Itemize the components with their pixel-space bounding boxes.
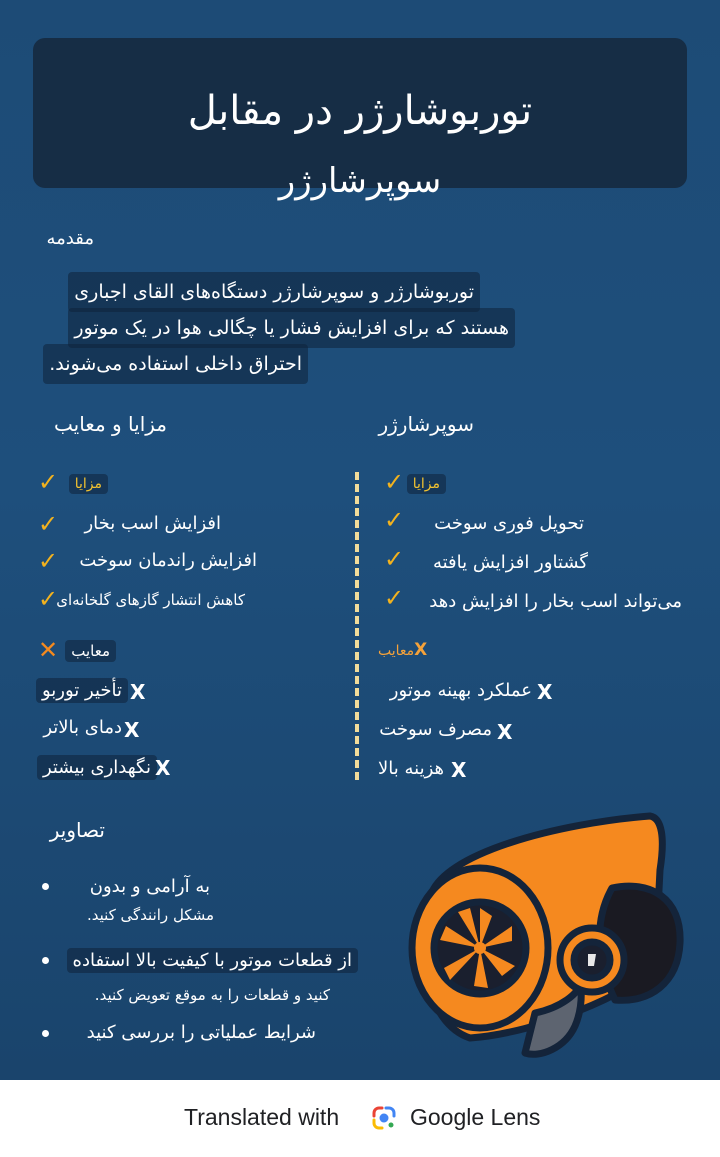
right-pro-2: گشتاور افزایش یافته <box>432 552 588 573</box>
turbocharger-illustration <box>400 808 700 1070</box>
left-pro-3: کاهش انتشار گازهای گلخانه‌ای <box>56 591 245 609</box>
google-lens-icon <box>370 1104 398 1132</box>
title-line-2: سوپرشارژر <box>278 161 442 201</box>
left-cons-label: معایب <box>65 640 116 662</box>
bullet-dot <box>42 1030 49 1037</box>
right-pros-label: مزایا <box>407 474 446 494</box>
left-con-3: نگهداری بیشتر <box>37 755 157 780</box>
right-cons-label: معایب <box>378 643 415 659</box>
intro-line-3: احتراق داخلی استفاده می‌شوند. <box>43 344 308 384</box>
images-bullet-2-line-2: کنید و قطعات را به موقع تعویض کنید. <box>94 986 330 1004</box>
right-pro-1: تحویل فوری سوخت <box>434 513 584 534</box>
right-pro-3: می‌تواند اسب بخار را افزایش دهد <box>429 591 682 612</box>
check-icon: ✓ <box>384 584 405 612</box>
bullet-dot <box>42 883 49 890</box>
intro-line-2: هستند که برای افزایش فشار یا چگالی هوا در یک موتور <box>68 308 515 348</box>
x-mark: X <box>130 680 146 704</box>
title-line-1: توربوشارژر در مقابل <box>187 88 533 134</box>
left-con-2: دمای بالاتر <box>43 717 122 738</box>
x-mark: X <box>537 680 553 704</box>
x-mark: X <box>124 718 140 742</box>
images-heading: تصاویر <box>49 818 105 842</box>
column-divider <box>355 472 359 780</box>
right-con-1: عملکرد بهینه موتور <box>389 680 532 701</box>
right-cons-label-group <box>378 640 427 660</box>
cross-icon: ✕ <box>38 636 59 664</box>
intro-heading: مقدمه <box>46 228 94 249</box>
images-bullet-3-line-1: شرایط عملیاتی را بررسی کنید <box>86 1022 316 1043</box>
right-heading: سوپرشارژر <box>378 412 474 436</box>
check-icon: ✓ <box>38 510 59 538</box>
right-cons-mark: X <box>414 640 428 660</box>
check-icon: ✓ <box>384 506 405 534</box>
images-bullet-1-line-1: به آرامی و بدون <box>89 876 210 897</box>
footer-brand: Google Lens <box>410 1104 541 1130</box>
images-bullet-2-line-1: از قطعات موتور با کیفیت بالا استفاده <box>67 948 358 973</box>
title-box <box>33 38 687 201</box>
check-icon: ✓ <box>38 547 59 575</box>
x-mark: X <box>155 756 171 780</box>
left-heading: مزایا و معایب <box>54 412 167 436</box>
intro-line-1: توربوشارژر و سوپرشارژر دستگاه‌های القای اجباری <box>68 272 480 312</box>
left-pro-1: افزایش اسب بخار <box>84 513 221 534</box>
right-con-3: هزینه بالا <box>378 758 444 779</box>
images-bullet-1-line-2: مشکل رانندگی کنید. <box>86 906 214 924</box>
right-con-2: مصرف سوخت <box>379 719 492 740</box>
x-mark: X <box>451 758 467 782</box>
check-icon: ✓ <box>38 585 59 613</box>
left-pro-2: افزایش راندمان سوخت <box>79 550 257 571</box>
left-pros-label: مزایا <box>69 474 108 494</box>
check-icon: ✓ <box>384 545 405 573</box>
left-con-1: تأخیر توربو <box>36 678 128 703</box>
footer-prefix: Translated with <box>184 1104 340 1130</box>
x-mark: X <box>497 720 513 744</box>
check-icon: ✓ <box>38 468 59 496</box>
bullet-dot <box>42 957 49 964</box>
check-icon: ✓ <box>384 468 405 496</box>
translation-footer <box>0 1080 720 1157</box>
